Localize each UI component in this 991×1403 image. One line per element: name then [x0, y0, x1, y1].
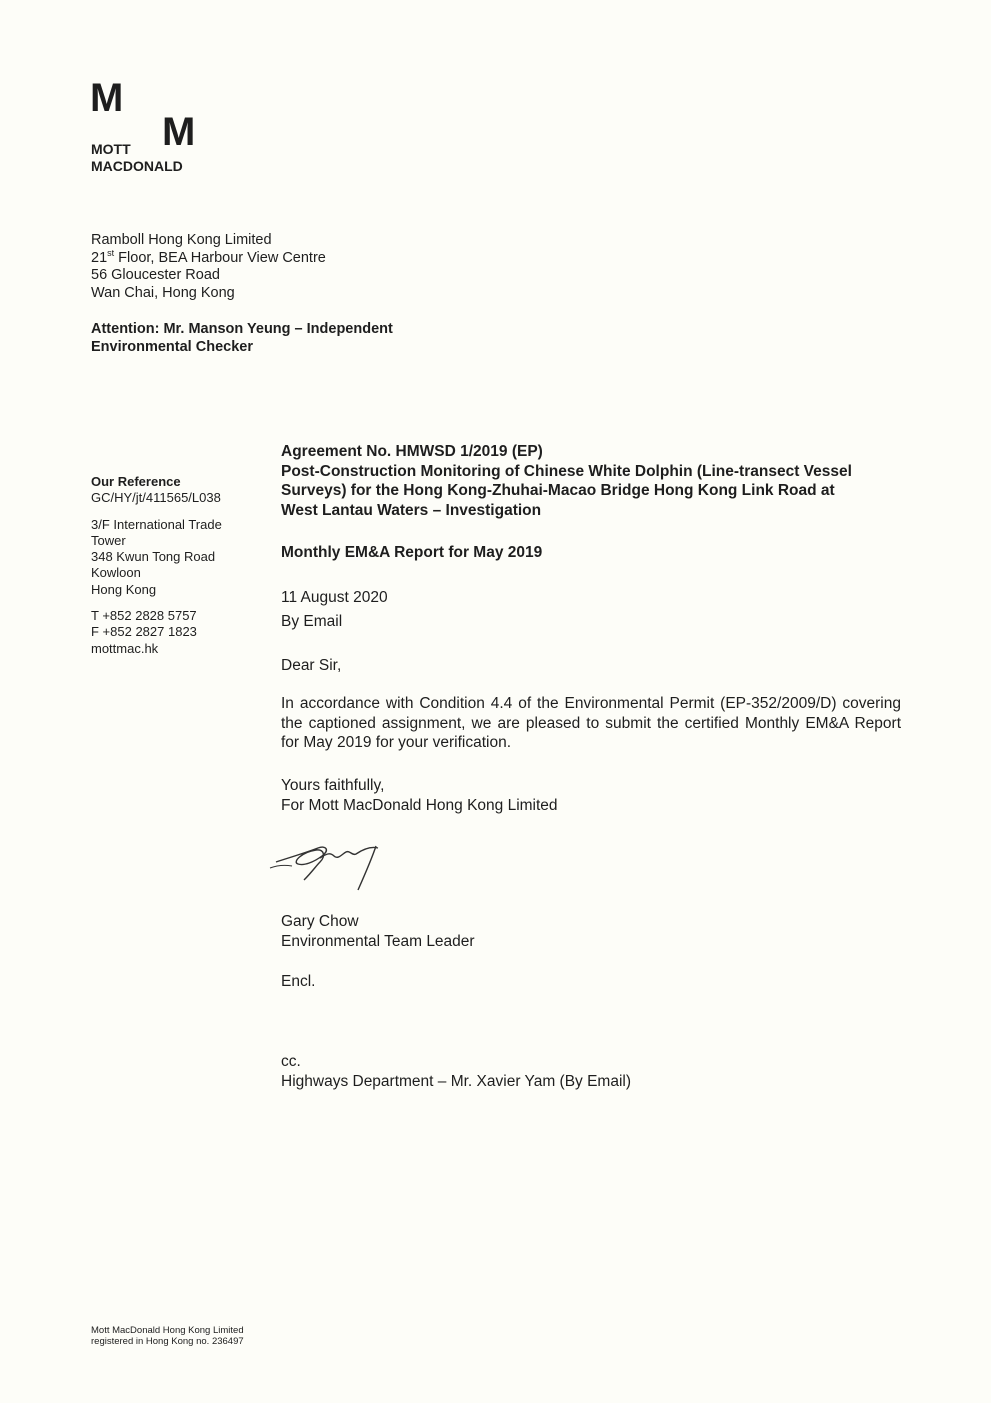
sender-address-line: Tower [91, 532, 126, 548]
footer-line: Mott MacDonald Hong Kong Limited [91, 1325, 244, 1336]
recipient-floor-ordinal: st [107, 247, 115, 258]
cc-block [281, 1052, 901, 1091]
sender-address-line: 3/F International Trade [91, 516, 222, 532]
signer-name: Gary Chow [281, 913, 359, 930]
report-title: Monthly EM&A Report for May 2019 [281, 544, 543, 561]
subject-block [281, 442, 901, 520]
letter-date: 11 August 2020 [281, 589, 388, 606]
body-paragraph: In accordance with Condition 4.4 of the Environmental Permit (EP-352/2009/D) covering the captioned assignment, we are pleased to submit the certified Monthly EM&A Report for May 2019 for your verification. [281, 695, 901, 751]
recipient-floor-number: 21 [91, 249, 108, 266]
sender-address-line: 348 Kwun Tong Road [91, 549, 216, 565]
logo-letter-m-bottom: M [162, 110, 195, 154]
signer-block [281, 912, 901, 951]
recipient-address [91, 232, 326, 302]
signature-icon [268, 832, 398, 896]
sender-telephone: T +852 2828 5757 [91, 608, 197, 624]
reference-value: GC/HY/jt/411565/L038 [91, 490, 221, 506]
sender-address-line: Kowloon [91, 565, 141, 581]
cc-label: cc. [281, 1053, 301, 1070]
closing-line: For Mott MacDonald Hong Kong Limited [281, 796, 558, 814]
sender-fax: F +852 2827 1823 [91, 624, 197, 640]
attention-line: Attention: Mr. Manson Yeung – Independent Environmental Checker [91, 321, 393, 355]
recipient-district: Wan Chai, Hong Kong [91, 284, 235, 301]
logo-word-macdonald: MACDONALD [91, 158, 183, 174]
closing-block [281, 776, 901, 815]
logo-word-mott: MOTT [91, 141, 131, 157]
enclosure-note: Encl. [281, 973, 316, 990]
footer-registration [91, 1325, 311, 1347]
logo-letter-m-top: M [90, 76, 123, 120]
sender-website: mottmac.hk [91, 640, 159, 656]
subject-line: Agreement No. HMWSD 1/2019 (EP) [281, 443, 543, 460]
subject-line: West Lantau Waters – Investigation [281, 501, 542, 519]
signer-title: Environmental Team Leader [281, 932, 475, 950]
reference-label: Our Reference [91, 474, 181, 489]
cc-recipient: Highways Department – Mr. Xavier Yam (By Email) [281, 1072, 632, 1090]
subject-line: Surveys) for the Hong Kong-Zhuhai-Macao Bridge Hong Kong Link Road at [281, 482, 835, 499]
footer-line: registered in Hong Kong no. 236497 [91, 1336, 244, 1347]
recipient-street: 56 Gloucester Road [91, 267, 220, 283]
closing-line: Yours faithfully, [281, 777, 385, 794]
handwritten-signature [268, 832, 398, 896]
recipient-floor [91, 247, 326, 268]
sender-sidebar [91, 474, 261, 657]
delivery-method: By Email [281, 613, 343, 630]
salutation: Dear Sir, [281, 657, 342, 674]
sender-address-line: Hong Kong [91, 581, 157, 597]
recipient-floor-building: Floor, BEA Harbour View Centre [114, 249, 326, 266]
subject-line: Post-Construction Monitoring of Chinese White Dolphin (Line-transect Vessel [281, 462, 852, 480]
recipient-company: Ramboll Hong Kong Limited [91, 232, 272, 248]
